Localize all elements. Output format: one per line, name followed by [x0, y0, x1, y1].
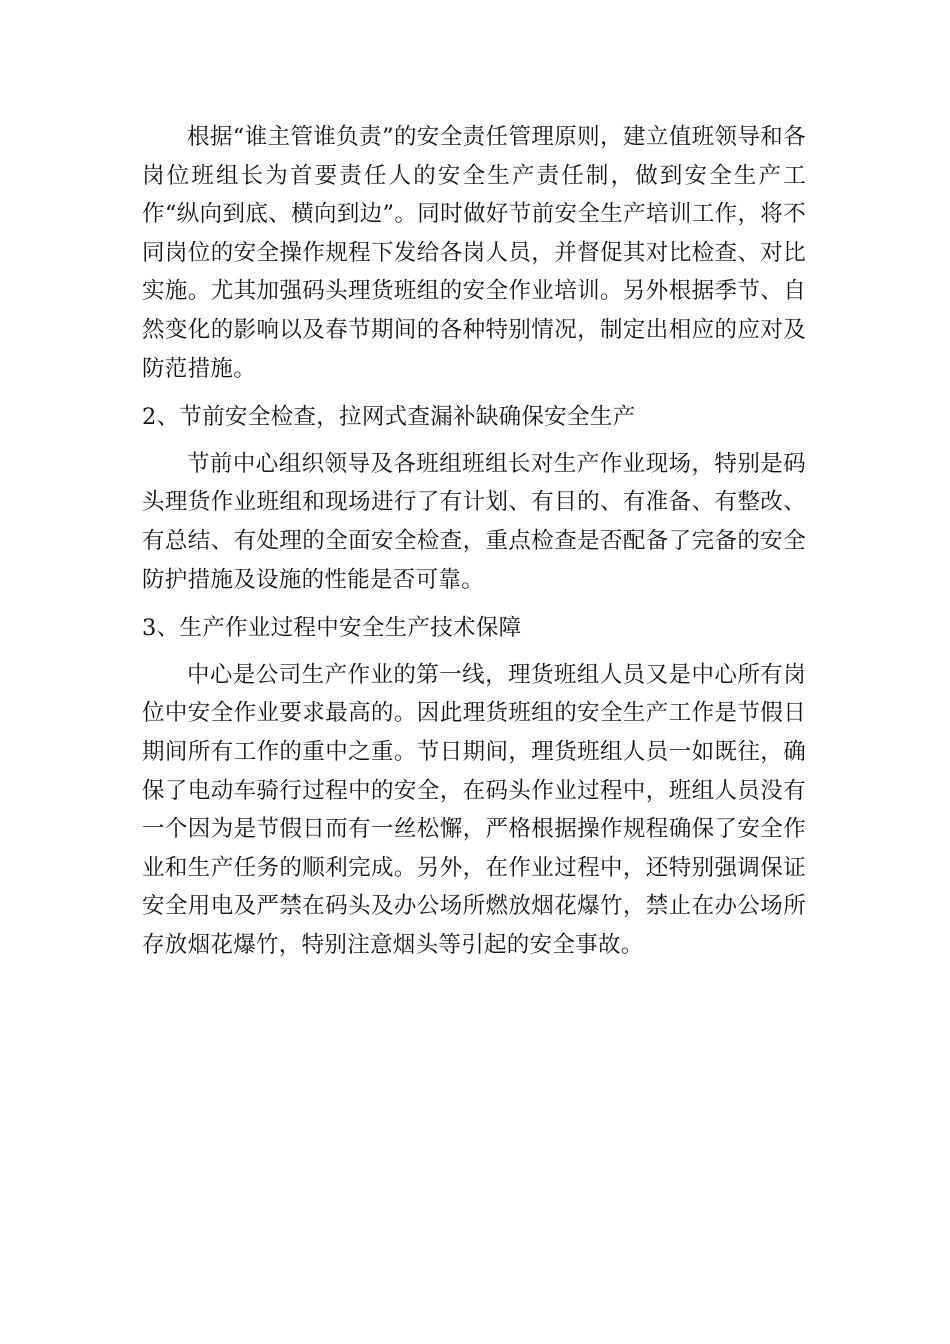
paragraph-inspection: 节前中心组织领导及各班组班组长对生产作业现场，特别是码头理货作业班组和现场进行了有计划、有目的、有准备、有整改、有总结、有处理的全面安全检查，重点检查是否配备了完备的安全防护措施及设施的性能是否可靠。 [142, 450, 806, 593]
paragraph-technical-guarantee: 中心是公司生产作业的第一线，理货班组人员又是中心所有岗位中安全作业要求最高的。因此理货班组的安全生产工作是节假日期间所有工作的重中之重。节日期间，理货班组人员一如既往，确保了电动车骑行过程中的安全，在码头作业过程中，班组人员没有一个因为是节假日而有一丝松懈，严格根据操作规程确保了安全作业和生产任务的顺利完成。另外，在作业过程中，还特别强调保证安全用电及严禁在码头及办公场所燃放烟花爆竹，禁止在办公场所存放烟花爆竹，特别注意烟头等引起的安全事故。 [142, 661, 806, 958]
section-heading-3: 3、生产作业过程中安全生产技术保障 [142, 615, 522, 642]
section-heading-2: 2、节前安全检查，拉网式查漏补缺确保安全生产 [142, 404, 636, 431]
paragraph-responsibility: 根据“谁主管谁负责”的安全责任管理原则，建立值班领导和各岗位班组长为首要责任人的安全生产责任制，做到安全生产工作“纵向到底、横向到边”。同时做好节前安全生产培训工作，将不同岗位的安全操作规程下发给各岗人员，并督促其对比检查、对比实施。尤其加强码头理货班组的安全作业培训。另外根据季节、自然变化的影响以及春节期间的各种特别情况，制定出相应的应对及防范措施。 [142, 124, 806, 382]
document-page [142, 118, 806, 964]
